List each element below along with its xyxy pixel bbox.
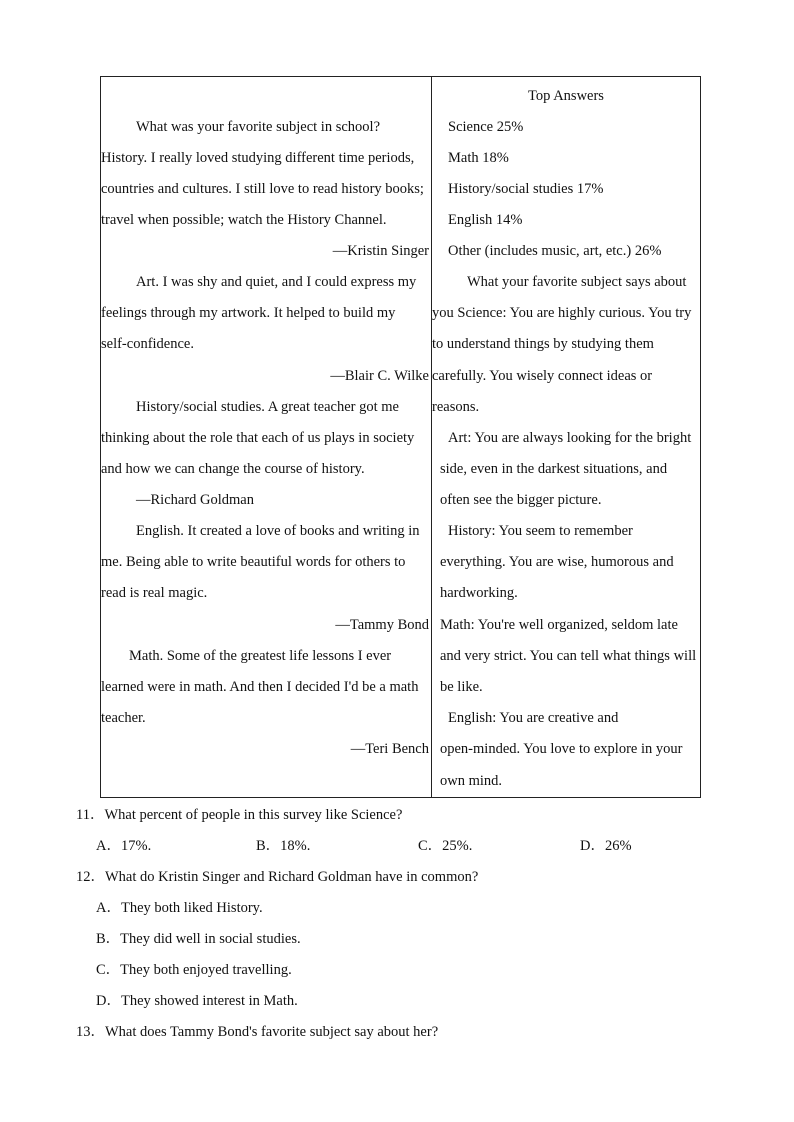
option-a[interactable] bbox=[96, 836, 151, 856]
top-answer-item: Math 18% bbox=[448, 150, 509, 166]
top-answer-item: Other (includes music, art, etc.) 26% bbox=[448, 243, 662, 259]
response-line: travel when possible; watch the History Channel. bbox=[101, 212, 387, 228]
top-answer-item: English 14% bbox=[448, 212, 523, 228]
option-b[interactable] bbox=[256, 836, 310, 856]
meaning-line: often see the bigger picture. bbox=[440, 492, 602, 508]
option-c[interactable] bbox=[418, 836, 472, 856]
top-answers-heading: Top Answers bbox=[528, 88, 604, 104]
question-13 bbox=[76, 1022, 438, 1042]
response-line: read is real magic. bbox=[101, 585, 208, 601]
response-line: learned were in math. And then I decided I'd be a math bbox=[101, 679, 419, 695]
option-letter: A． bbox=[96, 900, 121, 916]
meaning-line: open-minded. You love to explore in your bbox=[440, 741, 683, 757]
top-answer-item: Science 25% bbox=[448, 119, 524, 135]
response-line: self-confidence. bbox=[101, 336, 194, 352]
survey-question-text: What was your favorite subject in school? bbox=[136, 119, 381, 135]
meaning-line: everything. You are wise, humorous and bbox=[440, 554, 674, 570]
option-text: 18%. bbox=[280, 838, 311, 854]
option-letter: C． bbox=[96, 962, 121, 978]
option-letter: C． bbox=[418, 838, 443, 854]
option-letter: D． bbox=[96, 993, 121, 1009]
option-text: 25%. bbox=[442, 838, 473, 854]
response-line: History/social studies. A great teacher got me bbox=[136, 399, 399, 415]
option-text: They both enjoyed travelling. bbox=[120, 962, 292, 978]
response-author: —Teri Bench bbox=[350, 741, 429, 757]
response-line: feelings through my artwork. It helped to build my bbox=[101, 305, 396, 321]
question-number: 11． bbox=[76, 807, 105, 823]
meaning-line: be like. bbox=[440, 679, 483, 695]
option-letter: D． bbox=[580, 838, 605, 854]
option-letter: B． bbox=[256, 838, 281, 854]
response-author: —Tammy Bond bbox=[335, 617, 429, 633]
option-text: They did well in social studies. bbox=[120, 931, 301, 947]
response-author: —Richard Goldman bbox=[136, 492, 254, 508]
response-line: History. I really loved studying different time periods, bbox=[101, 150, 415, 166]
option-text: They showed interest in Math. bbox=[120, 993, 298, 1009]
response-line: Math. Some of the greatest life lessons I ever bbox=[129, 648, 392, 664]
meaning-line: you Science: You are highly curious. You try bbox=[432, 305, 692, 321]
question-text: What percent of people in this survey like Science? bbox=[104, 807, 403, 823]
option-letter: B． bbox=[96, 931, 121, 947]
response-line: and how we can change the course of history. bbox=[101, 461, 365, 477]
option-a[interactable] bbox=[96, 898, 263, 918]
option-d[interactable] bbox=[580, 836, 632, 856]
question-11 bbox=[76, 805, 402, 825]
meaning-line: carefully. You wisely connect ideas or bbox=[432, 368, 653, 384]
response-line: English. It created a love of books and writing in bbox=[136, 523, 420, 539]
question-number: 13． bbox=[76, 1024, 105, 1040]
meaning-line: Art: You are always looking for the bright bbox=[448, 430, 692, 446]
meaning-line: What your favorite subject says about bbox=[467, 274, 687, 290]
response-line: me. Being able to write beautiful words for others to bbox=[101, 554, 406, 570]
response-line: Art. I was shy and quiet, and I could express my bbox=[136, 274, 417, 290]
option-b[interactable] bbox=[96, 929, 301, 949]
option-text: 17%. bbox=[120, 838, 152, 854]
meaning-line: reasons. bbox=[432, 399, 480, 415]
option-text: They both liked History. bbox=[120, 900, 263, 916]
response-author: —Blair C. Wilke bbox=[330, 368, 429, 384]
response-line: teacher. bbox=[101, 710, 146, 726]
option-c[interactable] bbox=[96, 960, 292, 980]
meaning-line: History: You seem to remember bbox=[448, 523, 633, 539]
meaning-line: side, even in the darkest situations, and bbox=[440, 461, 668, 477]
top-answer-item: History/social studies 17% bbox=[448, 181, 604, 197]
survey-table bbox=[100, 76, 701, 798]
meaning-line: hardworking. bbox=[440, 585, 518, 601]
response-line: thinking about the role that each of us plays in society bbox=[101, 430, 415, 446]
option-text: 26% bbox=[604, 838, 632, 854]
meaning-line: own mind. bbox=[440, 773, 503, 789]
question-number: 12． bbox=[76, 869, 105, 885]
question-text: What does Tammy Bond's favorite subject say about her? bbox=[105, 1024, 439, 1040]
option-letter: A． bbox=[96, 838, 121, 854]
option-d[interactable] bbox=[96, 991, 298, 1011]
question-text: What do Kristin Singer and Richard Goldman have in common? bbox=[105, 869, 479, 885]
meaning-line: to understand things by studying them bbox=[432, 336, 654, 352]
response-line: countries and cultures. I still love to read history books; bbox=[101, 181, 424, 197]
question-12 bbox=[76, 867, 478, 887]
meaning-line: English: You are creative and bbox=[448, 710, 619, 726]
meaning-line: Math: You're well organized, seldom late bbox=[440, 617, 678, 633]
meaning-line: and very strict. You can tell what things will bbox=[440, 648, 697, 664]
response-author: —Kristin Singer bbox=[332, 243, 429, 259]
